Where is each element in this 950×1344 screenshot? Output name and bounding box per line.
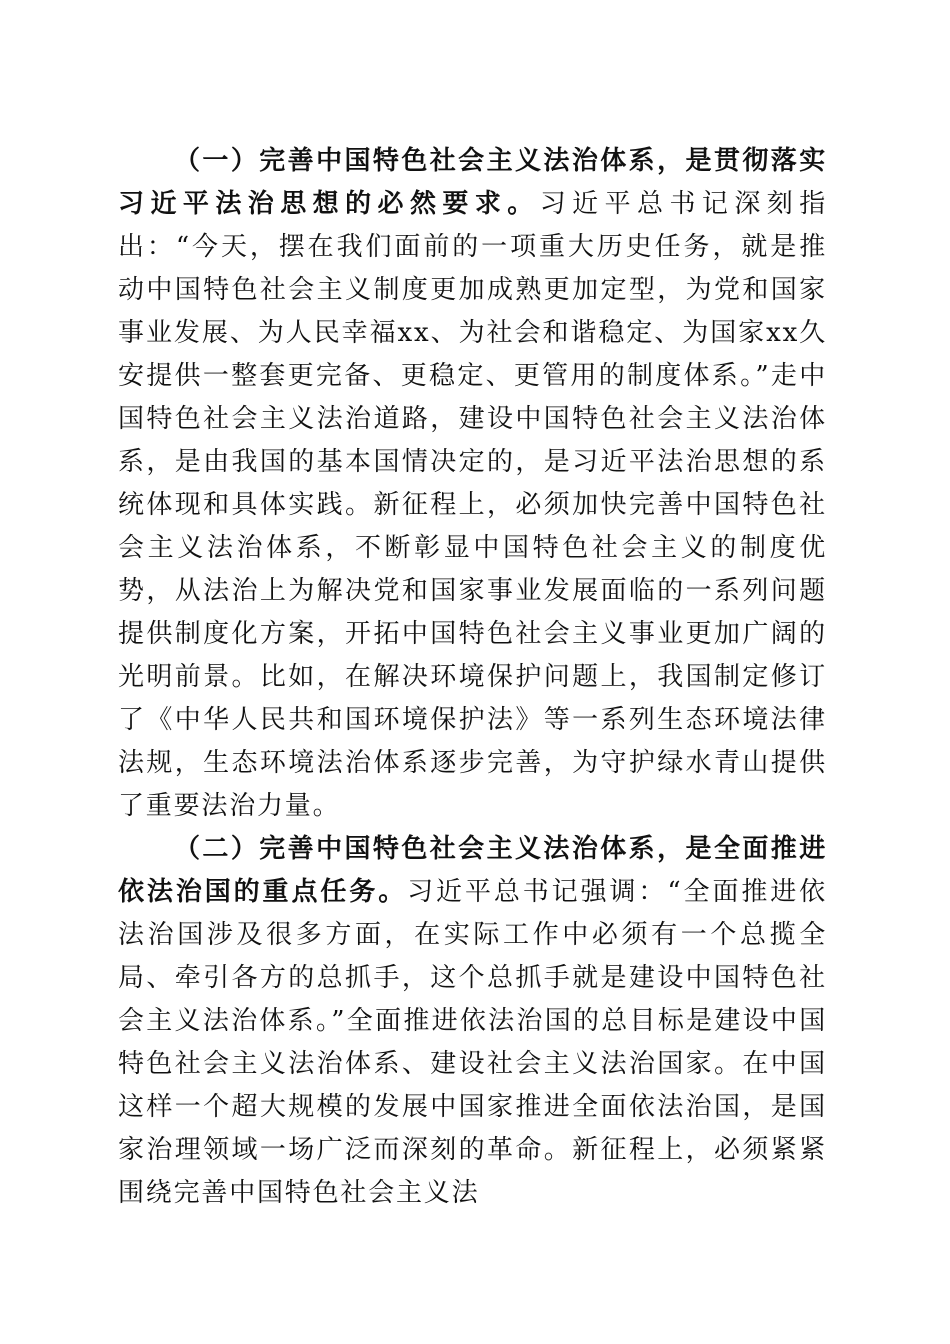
paragraph-1 <box>118 140 827 828</box>
paragraph-2-body: 习近平总书记强调：“全面推进依法治国涉及很多方面，在实际工作中必须有一个总揽全局、牵引各方的总抓手，这个总抓手就是建设中国特色社会主义法治体系。”全面推进依法治国的总目标是建设中国特色社会主义法治体系、建设社会主义法治国家。在中国这样一个超大规模的发展中国家推进全面依法治国，是国家治理领域一场广泛而深刻的革命。新征程上，必须紧紧围绕完善中国特色社会主义法 <box>118 877 827 1208</box>
paragraph-2 <box>118 828 827 1215</box>
paragraph-2-lead: （二）完善中国特色社会主义法治体系，是全面推进依法治国的重点任务。 <box>118 834 827 907</box>
paragraph-1-lead: （一）完善中国特色社会主义法治体系，是贯彻落实习近平法治思想的必然要求。 <box>118 146 827 219</box>
paragraph-1-body: 习近平总书记深刻指出：“今天，摆在我们面前的一项重大历史任务，就是推动中国特色社会主义制度更加成熟更加定型，为党和国家事业发展、为人民幸福xx、为社会和谐稳定、为国家xx久安提供一整套更完备、更稳定、更管用的制度体系。”走中国特色社会主义法治道路，建设中国特色社会主义法治体系，是由我国的基本国情决定的，是习近平法治思想的系统体现和具体实践。新征程上，必须加快完善中国特色社会主义法治体系，不断彰显中国特色社会主义的制度优势，从法治上为解决党和国家事业发展面临的一系列问题提供制度化方案，开拓中国特色社会主义事业更加广阔的光明前景。比如，在解决环境保护问题上，我国制定修订了《中华人民共和国环境保护法》等一系列生态环境法律法规，生态环境法治体系逐步完善，为守护绿水青山提供了重要法治力量。 <box>118 189 828 821</box>
document-body <box>118 140 827 1215</box>
